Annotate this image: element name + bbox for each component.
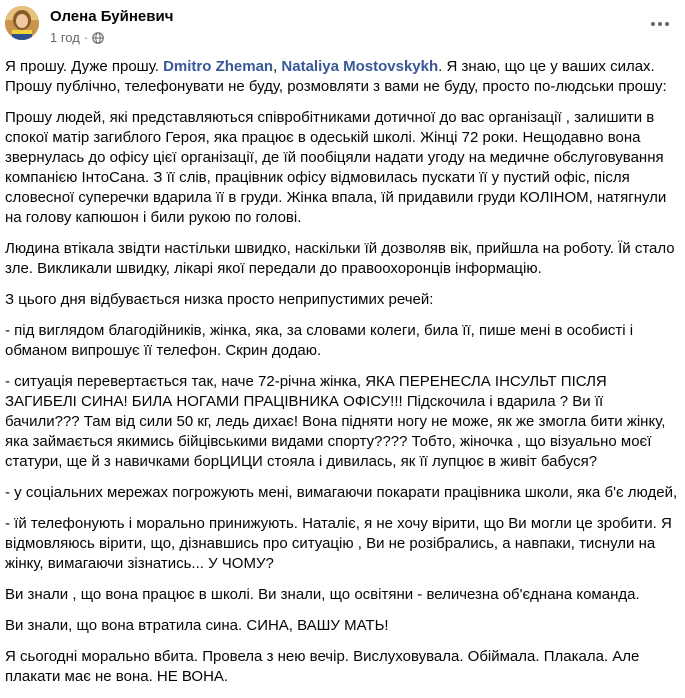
post-meta [50, 30, 104, 45]
post-paragraph: Прошу людей, які представляються співробітниками дотичної до вас організації , залишити в спокої матір загиблого Героя, яка працює в одеській школі. Жінці 72 роки. Нещодавно вона звернулась до офісу цієї організації, де їй пообіцяли надати угоду на медичне обслуговування компанією ІнтоСана. З її слів, працівник офісу відмовилась пускати її у пустий офіс, після словесної суперечки вдарила її в груди. Жінка впала, їй придавили груди КОЛІНОМ, натягнули на голову капюшон і били рукою по голові. [5, 109, 667, 226]
post-paragraph: Людина втікала звідти настільки швидко, наскільки їй дозволяв вік, прийшла на роботу. Їй стало зле. Викликали швидку, лікарі якої передали до правоохоронців інформацію. [5, 240, 675, 277]
post-paragraph: Ви знали, що вона втратила сина. СИНА, ВАШУ МАТЬ! [5, 617, 389, 634]
post-paragraph: - ситуація перевертається так, наче 72-річна жінка, ЯКА ПЕРЕНЕСЛА ІНСУЛЬТ ПІСЛЯ ЗАГИБЕЛІ СИНА! БИЛА НОГАМИ ПРАЦІВНИКА ОФІСУ!!! Підскочила і вдарила ? Ви її бачили??? Там від сили 50 кг, ледь дихає! Вона підняти ногу не може, як же змогла бити жінку, яка займається якимись бійцівськими видами спорту???? Тобто, жіночка , що візуально моєї статури, ще й з навичками борЦИЦИ стояла і дивилась, як її лупцює в живіт бабуся? [5, 373, 666, 470]
author-name[interactable]: Олена Буйневич [50, 8, 174, 25]
avatar[interactable] [5, 6, 39, 40]
post-paragraph: Я сьогодні морально вбита. Провела з нею вечір. Вислуховувала. Обіймала. Плакала. Але плакати має не вона. НЕ ВОНА. [5, 648, 640, 685]
post-paragraph: - під виглядом благодійників, жінка, яка, за словами колеги, била її, пише мені в особисті і обманом випрошує її телефон. Скрин додаю. [5, 322, 634, 359]
post-paragraph [5, 57, 681, 97]
mention-link[interactable]: Nataliya Mostovskykh [281, 58, 439, 75]
post-body [5, 57, 681, 698]
post-paragraph: - у соціальних мережах погрожують мені, вимагаючи покарати працівника школи, яка б'є людей, [5, 484, 678, 501]
ellipsis-icon [650, 21, 670, 27]
post-header [0, 0, 685, 52]
more-options-button[interactable] [648, 12, 672, 36]
profile-photo-icon [5, 6, 39, 40]
post-text: , [273, 58, 282, 75]
post-paragraph: - їй телефонують і морально принижують. Наталіє, я не хочу вірити, що Ви могли це зробити. Я відмовляюсь вірити, що, дізнавшись про ситуацію , Ви не розібрались, а навпаки, тиснули на жінку, вимагаючи зізнатись... У ЧОМУ? [5, 515, 672, 572]
post-text: Я прошу. Дуже прошу. [5, 58, 164, 75]
globe-icon[interactable] [92, 32, 104, 44]
post-paragraph: Ви знали , що вона працює в школі. Ви знали, що освітяни - величезна об'єднана команда. [5, 586, 640, 603]
mention-link[interactable]: Dmitro Zheman [163, 58, 274, 75]
post-text: . Я знаю, що це у ваших силах. Прошу публічно, телефонувати не буду, розмовляти з вами не буду, просто по-людськи прошу: [5, 58, 667, 95]
post-paragraph: З цього дня відбувається низка просто неприпустимих речей: [5, 291, 434, 308]
meta-separator: · [83, 30, 89, 45]
post-timestamp[interactable]: 1 год [50, 30, 80, 45]
